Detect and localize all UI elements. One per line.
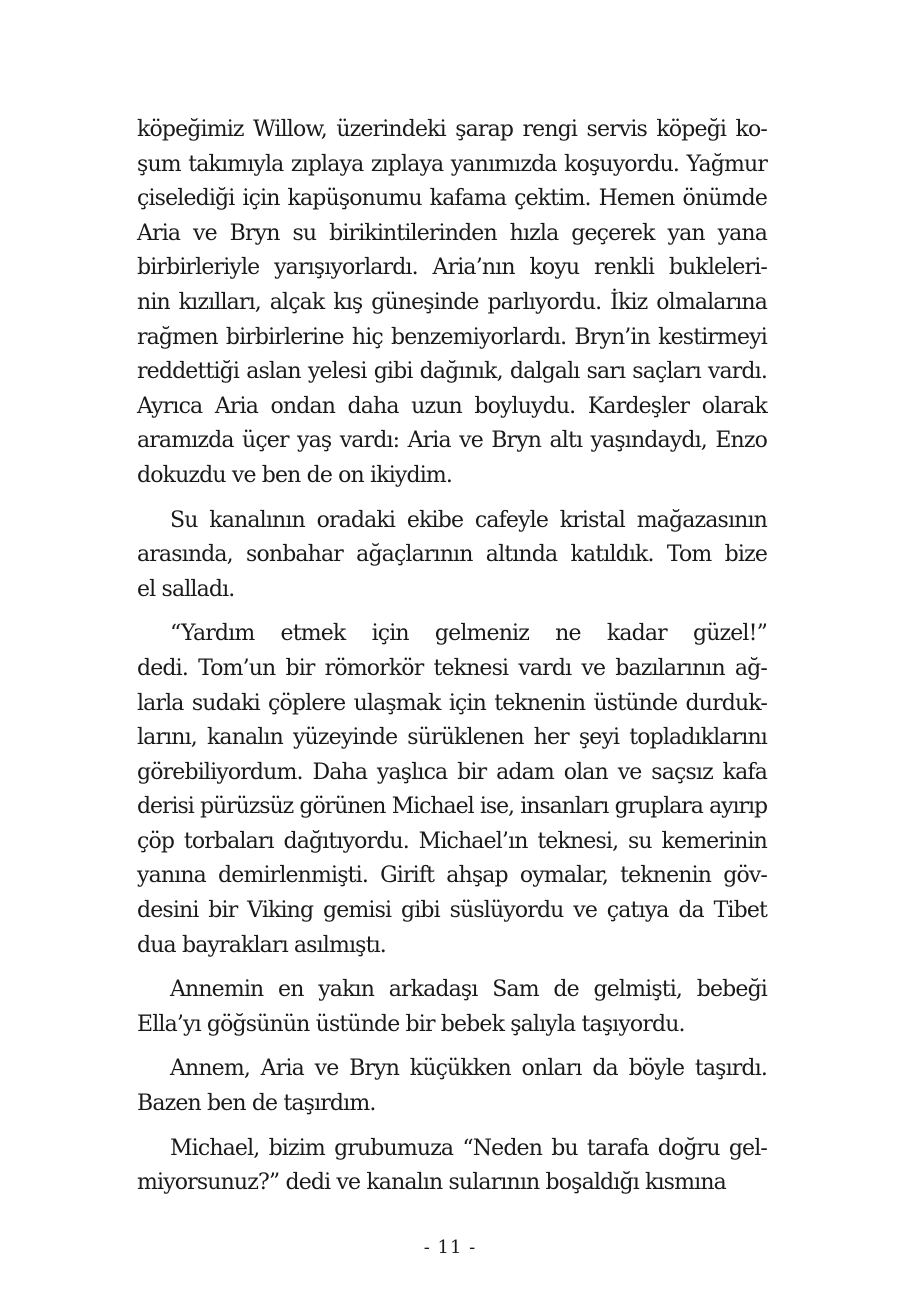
page-number: - 11 - xyxy=(423,1237,477,1258)
text-line: yanına demirlenmişti. Girift ahşap oymalar, teknenin göv- xyxy=(137,863,767,889)
text-line: çöp torbaları dağıtıyordu. Michael’ın teknesi, su kemerinin xyxy=(137,828,767,854)
text-line: larla sudaki çöplere ulaşmak için teknenin üstünde durduk- xyxy=(137,690,767,716)
text-line: Ayrıca Aria ondan daha uzun boyluydu. Kardeşler olarak xyxy=(137,393,767,419)
text-line: larını, kanalın yüzeyinde sürüklenen her şeyi topladıklarını xyxy=(137,725,767,751)
text-line: nin kızılları, alçak kış güneşinde parlıyordu. İkiz olmalarına xyxy=(137,289,767,315)
text-line: Aria ve Bryn su birikintilerinden hızla geçerek yan yana xyxy=(137,220,767,246)
paragraph xyxy=(137,1052,767,1121)
text-line: aramızda üçer yaş vardı: Aria ve Bryn altı yaşındaydı, Enzo xyxy=(137,428,767,454)
text-line: derisi pürüzsüz görünen Michael ise, insanları gruplara ayırıp xyxy=(137,794,767,820)
paragraph xyxy=(137,973,767,1042)
text-line: miyorsunuz?” dedi ve kanalın sularının boşaldığı kısmına xyxy=(137,1170,726,1196)
paragraph xyxy=(137,504,767,608)
text-line: el salladı. xyxy=(137,576,235,602)
text-line: dua bayrakları asılmıştı. xyxy=(137,932,386,958)
body-text xyxy=(137,113,767,1211)
text-line: Annem, Aria ve Bryn küçükken onları da böyle taşırdı. xyxy=(170,1056,767,1082)
text-line: Annemin en yakın arkadaşı Sam de gelmişti, bebeği xyxy=(170,977,767,1003)
text-line: “Yardım etmek için gelmeniz ne kadar güzel!” xyxy=(170,621,767,647)
text-line: köpeğimiz Willow, üzerindeki şarap rengi servis köpeği ko- xyxy=(137,117,767,142)
text-line: rağmen birbirlerine hiç benzemiyorlardı. Bryn’in kestirmeyi xyxy=(137,324,767,350)
text-line: reddettiği aslan yelesi gibi dağınık, dalgalı sarı saçları vardı. xyxy=(137,359,767,385)
paragraph xyxy=(137,1132,767,1201)
text-line: dokuzdu ve ben de on ikiydim. xyxy=(137,462,453,488)
text-line: dedi. Tom’un bir römorkör teknesi vardı ve bazılarının ağ- xyxy=(137,655,767,681)
text-line: desini bir Viking gemisi gibi süslüyordu ve çatıya da Tibet xyxy=(137,898,767,924)
text-line: Su kanalının oradaki ekibe cafeyle kristal mağazasının xyxy=(170,507,767,533)
text-line: Ella’yı göğsünün üstünde bir bebek şalıyla taşıyordu. xyxy=(137,1011,685,1037)
text-line: görebiliyordum. Daha yaşlıca bir adam olan ve saçsız kafa xyxy=(137,759,767,785)
text-line: Bazen ben de taşırdım. xyxy=(137,1091,376,1117)
text-line: Michael, bizim grubumuza “Neden bu tarafa doğru gel- xyxy=(170,1135,767,1161)
text-line: arasında, sonbahar ağaçlarının altında katıldık. Tom bize xyxy=(137,542,767,568)
text-line: çiselediği için kapüşonumu kafama çektim. Hemen önümde xyxy=(137,186,767,212)
text-line: birbirleriyle yarışıyorlardı. Aria’nın koyu renkli bukleleri- xyxy=(137,255,767,281)
paragraph xyxy=(137,617,767,963)
paragraph xyxy=(137,113,767,494)
text-line: şum takımıyla zıplaya zıplaya yanımızda koşuyordu. Yağmur xyxy=(137,151,767,177)
